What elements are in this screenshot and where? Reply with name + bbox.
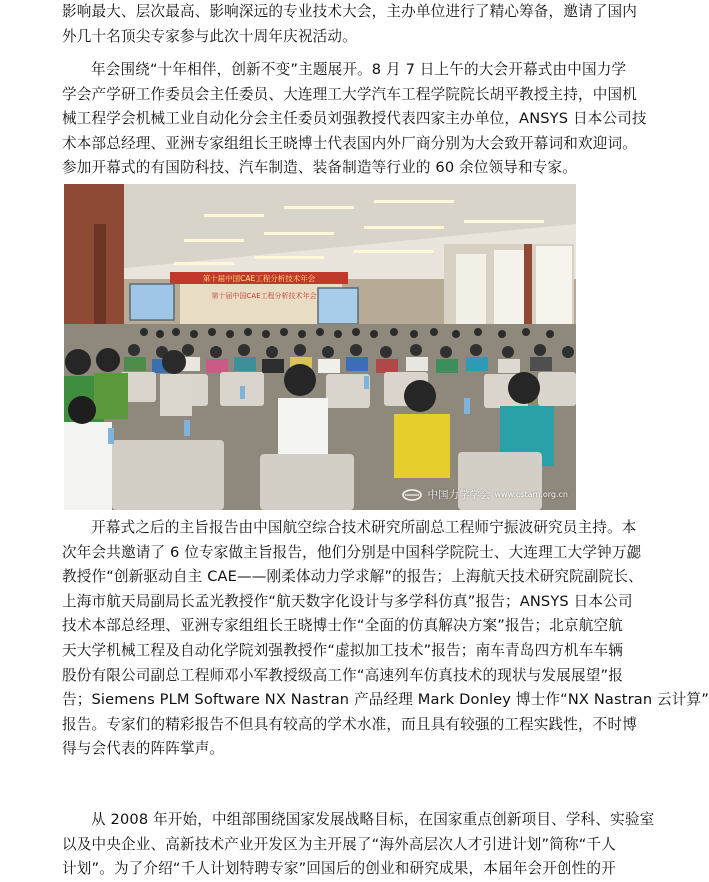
cstam-logo-icon (401, 488, 423, 502)
text-line: 开幕式之后的主旨报告由中国航空综合技术研究所副总工程师宁振波研究员主持。本 (91, 519, 637, 536)
photo-watermark (401, 487, 568, 502)
text-line: 参加开幕式的有国防科技、汽车制造、装备制造等行业的 60 余位领导和专家。 (62, 159, 577, 177)
projector-screen-right (318, 288, 358, 324)
text-line: 上海市航天局副局长孟光教授作“航天数字化设计与多学科仿真”报告；ANSYS 日本公司 (62, 592, 633, 610)
text-line: 从 2008 年开始，中组部围绕国家发展战略目标，在国家重点创新项目、学科、实验室 (91, 811, 655, 828)
text-line: 报告。专家们的精彩报告不但具有较高的学术水准，而且具有较强的工程实践性，不时博 (62, 715, 638, 733)
text-line: 计划”。为了介绍“千人计划特聘专家”回国后的创业和研究成果，本届年会开创性的开 (62, 860, 616, 878)
text-line: 得与会代表的阵阵掌声。 (62, 740, 225, 758)
text-line: 外几十名顶尖专家参与此次十周年庆祝活动。 (62, 27, 357, 45)
text-line: 械工程学会机械工业自动化分会主任委员刘强教授代表四家主办单位，ANSYS 日本公司技 (62, 110, 647, 128)
text-line: 影响最大、层次最高、影响深远的专业技术大会，主办单位进行了精心筹备，邀请了国内 (62, 3, 638, 20)
text-line: 年会围绕“十年相伴，创新不变”主题展开。8 月 7 日上午的大会开幕式由中国力学 (91, 61, 627, 78)
text-line: 术本部总经理、亚洲专家组组长王晓博士代表国内外厂商分别为大会致开幕词和欢迎词。 (62, 134, 638, 152)
paragraph-thousand-talents (62, 808, 655, 882)
conference-hall-illustration (64, 184, 576, 510)
text-line: 次年会共邀请了 6 位专家做主旨报告，他们分别是中国科学院院士、大连理工大学钟万勰 (62, 543, 642, 561)
text-line: 教授作“创新驱动自主 CAE——刚柔体动力学求解”的报告；上海航天技术研究院副院长、 (62, 568, 643, 586)
paragraph-keynotes (62, 516, 709, 762)
conference-photo (64, 184, 576, 510)
text-line: 以及中央企业、高新技术产业开发区为主开展了“海外高层次人才引进计划”简称“千人 (62, 835, 616, 853)
text-line: 学会产学研工作委员会主任委员、大连理工大学汽车工程学院院长胡平教授主持，中国机 (62, 85, 638, 103)
stage-screen-text: 第十届中国CAE工程分析技术年会 (211, 292, 317, 300)
text-line: 天大学机械工程及自动化学院刘强教授作“虚拟加工技术”报告；南车青岛四方机车车辆 (62, 641, 623, 659)
watermark-name: 中国力学学会 (427, 489, 491, 501)
paragraph-opening-ceremony (62, 58, 647, 181)
text-line: 告；Siemens PLM Software NX Nastran 产品经理 Mark Donley 博士作“NX Nastran 云计算” (62, 691, 709, 709)
text-line: 股份有限公司副总工程师邓小军教授级高工作“高速列车仿真技术的现状与发展展望”报 (62, 666, 623, 684)
projector-screen-left (130, 284, 174, 320)
watermark-url: www.cstam.org.cn (494, 490, 568, 499)
paragraph-intro (62, 0, 636, 49)
text-line: 技术本部总经理、亚洲专家组组长王晓博士作“全面的仿真解决方案”报告；北京航空航 (62, 617, 623, 635)
stage-banner-text: 第十届中国CAE工程分析技术年会 (202, 274, 316, 283)
